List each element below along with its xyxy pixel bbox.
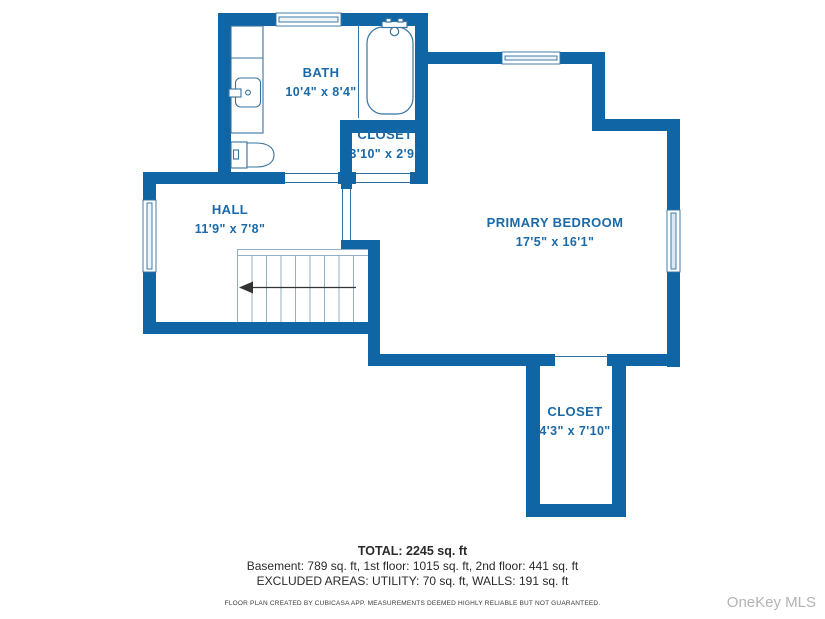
room-dimensions: 17'5" x 16'1"	[515, 235, 595, 249]
area-summary	[0, 544, 825, 588]
floor-areas-text: Basement: 789 sq. ft, 1st floor: 1015 sq. ft, 2nd floor: 441 sq. ft	[246, 559, 579, 573]
disclaimer-text: FLOOR PLAN CREATED BY CUBICASA APP. MEASUREMENTS DEEMED HIGHLY RELIABLE BUT NOT GUARANTEED.	[224, 600, 601, 607]
excluded-areas-text: EXCLUDED AREAS: UTILITY: 70 sq. ft, WALLS: 191 sq. ft	[256, 574, 569, 588]
watermark-onekey-mls: OneKey MLS	[726, 594, 816, 611]
room-label-bath	[285, 65, 356, 100]
door-opening-symbol	[285, 172, 607, 366]
total-area-text: TOTAL: 2245 sq. ft	[357, 544, 468, 558]
room-label-closet-top	[349, 127, 420, 162]
room-name: CLOSET	[547, 404, 603, 419]
room-name: HALL	[211, 202, 249, 217]
toilet-icon	[231, 142, 274, 168]
room-dimensions: 10'4" x 8'4"	[285, 85, 357, 99]
room-name: PRIMARY BEDROOM	[486, 215, 624, 230]
room-dimensions: 11'9" x 7'8"	[194, 222, 266, 236]
room-name: CLOSET	[357, 127, 413, 142]
stairs-direction-arrow-icon	[239, 282, 356, 294]
stairs-icon	[237, 249, 368, 322]
bathtub-icon	[359, 19, 414, 119]
room-label-hall	[195, 202, 266, 237]
room-dimensions: 4'3" x 7'10"	[539, 424, 611, 438]
room-dimensions: 3'10" x 2'9"	[349, 147, 421, 161]
room-label-closet-bottom	[539, 404, 610, 439]
sink-vanity-icon	[229, 26, 263, 133]
room-label-primary-bedroom	[487, 215, 624, 250]
room-name: BATH	[302, 65, 340, 80]
